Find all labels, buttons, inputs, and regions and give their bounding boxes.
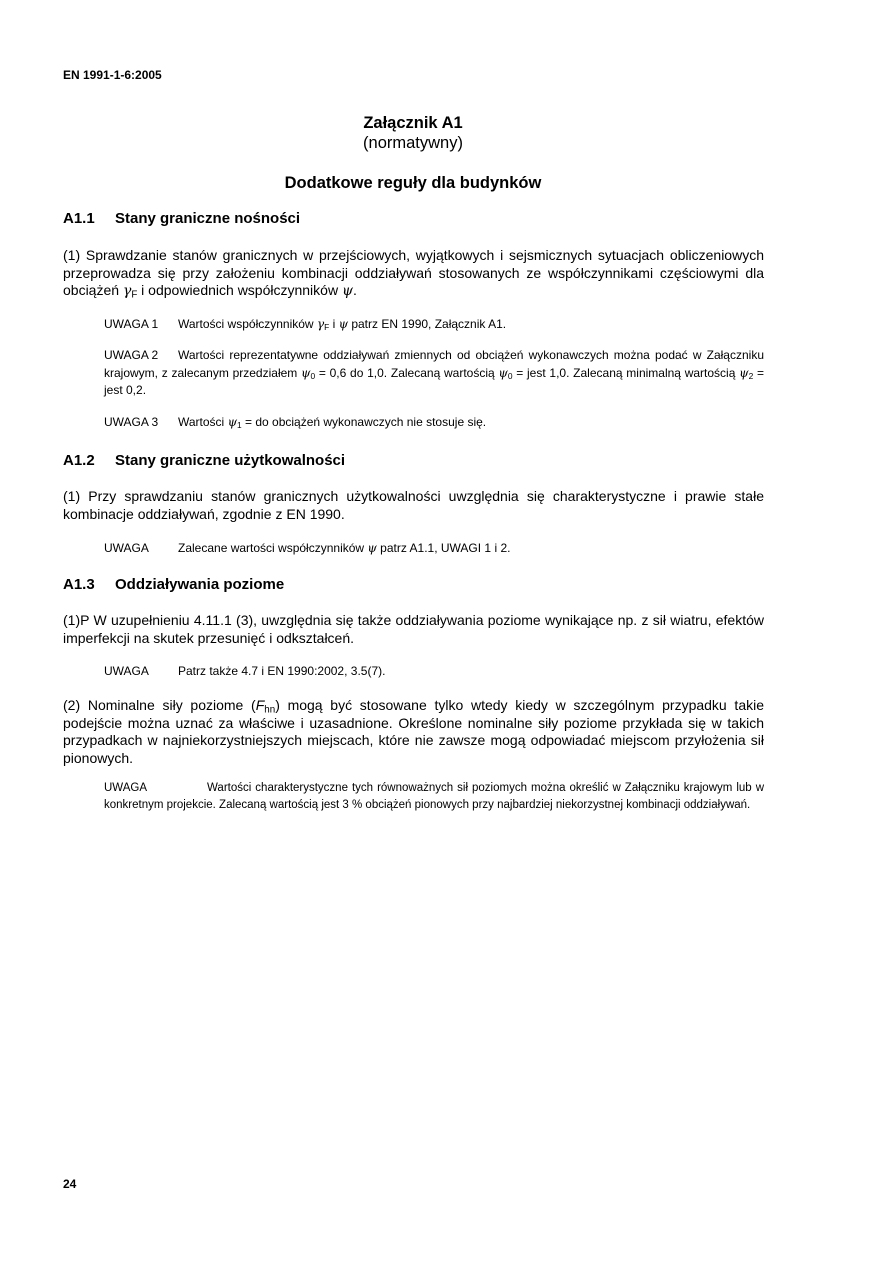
text-run: = do obciążeń wykonawczych nie stosuje się. bbox=[241, 415, 487, 429]
text-run: i bbox=[329, 317, 339, 331]
note-a1-2 bbox=[104, 540, 764, 558]
subscript: hn bbox=[264, 704, 276, 716]
subscript: 2 bbox=[748, 370, 754, 381]
paragraph-a1-3-1: (1)P W uzupełnieniu 4.11.1 (3), uwzględnia się także oddziaływania poziome wynikające np. z sił wiatru, efektów imperfekcji na skutek przesunięć i odkształceń. bbox=[63, 612, 764, 646]
text-run: Patrz także 4.7 i EN 1990:2002, 3.5(7). bbox=[178, 664, 386, 678]
section-number: A1.2 bbox=[63, 452, 95, 469]
standard-id: EN 1991-1-6:2005 bbox=[63, 68, 162, 82]
note-label: UWAGA 1 bbox=[104, 317, 159, 331]
psi-symbol: ψ bbox=[498, 365, 508, 380]
note-label: UWAGA 3 bbox=[104, 415, 159, 429]
section-heading-a1-3 bbox=[63, 576, 284, 593]
page-number: 24 bbox=[63, 1177, 77, 1191]
text-run: = jest 0,2. bbox=[104, 365, 764, 397]
section-title: Stany graniczne użytkowalności bbox=[115, 452, 346, 469]
text-run: ) mogą być stosowane tylko wtedy kiedy w szczególnym przypadku takie podejście można uznać za właściwe i uzasadnione. Określone nominalne siły poziome przykłada się w takich przypadkach w najniekorzystniejszych miejscach, które nie zawsze mogą odpowiadać miejscom przyłożenia sił pionowych. bbox=[63, 697, 764, 766]
psi-symbol: ψ bbox=[341, 283, 353, 299]
section-heading-a1-2 bbox=[63, 452, 345, 469]
note-label: UWAGA bbox=[104, 664, 149, 678]
text-run: Wartości reprezentatywne oddziaływań zmiennych od obciążeń wykonawczych można podać w Załączniku krajowym, z zalecanym przedziałem bbox=[104, 348, 764, 380]
text-run: = jest 1,0. Zalecaną minimalną wartością bbox=[512, 365, 740, 380]
paragraph-a1-3-2 bbox=[63, 697, 764, 767]
text-run: (1) Sprawdzanie stanów granicznych w przejściowych, wyjątkowych i sejsmicznych sytuacjach obliczeniowych przeprowadza się przy założeniu kombinacji oddziaływań stosowanych ze współczynnikami częściowymi dla obciążeń bbox=[63, 247, 764, 298]
subscript: 1 bbox=[236, 420, 242, 431]
subscript: F bbox=[324, 322, 330, 333]
text-run: i odpowiednich współczynników bbox=[137, 282, 342, 298]
text-run: patrz EN 1990, Załącznik A1. bbox=[348, 317, 507, 331]
text-run: (2) Nominalne siły poziome ( bbox=[63, 697, 256, 713]
paragraph-a1-1-1 bbox=[63, 247, 764, 301]
note-a1-3-2 bbox=[104, 780, 764, 814]
text-run: Zalecane wartości współczynników bbox=[178, 541, 368, 555]
text-run: . bbox=[352, 282, 357, 298]
text-run: Wartości współczynników bbox=[178, 317, 317, 331]
text-run: Wartości charakterystyczne tych równoważnych sił poziomych można określić w Załączniku krajowym lub w konkretnym projekcie. Zalecaną wartością jest 3 % obciążeń pionowych przy najbardziej niekorzystnej kombinacji oddziaływań. bbox=[104, 782, 764, 811]
note-3 bbox=[104, 414, 764, 432]
subscript: 0 bbox=[310, 370, 316, 381]
psi-symbol: ψ bbox=[338, 317, 348, 331]
subscript: F bbox=[131, 289, 138, 301]
section-heading-a1-1 bbox=[63, 210, 300, 227]
text-run: Wartości bbox=[178, 415, 228, 429]
section-title: Stany graniczne nośności bbox=[115, 210, 301, 227]
annex-subtitle: (normatywny) bbox=[363, 134, 463, 152]
note-a1-3-1 bbox=[104, 663, 764, 681]
note-label: UWAGA 2 bbox=[104, 348, 159, 362]
note-1 bbox=[104, 316, 764, 334]
section-number: A1.3 bbox=[63, 576, 95, 593]
note-2 bbox=[104, 347, 764, 400]
psi-symbol: ψ bbox=[739, 365, 749, 380]
paragraph-a1-2-1: (1) Przy sprawdzaniu stanów granicznych użytkowalności uwzględnia się charakterystyczne i prawie stałe kombinacje oddziaływań, zgodnie z EN 1990. bbox=[63, 488, 764, 522]
annex-title: Załącznik A1 bbox=[363, 114, 463, 132]
psi-symbol: ψ bbox=[301, 365, 311, 380]
section-title: Oddziaływania poziome bbox=[115, 576, 285, 593]
gamma-symbol: γ bbox=[122, 283, 132, 299]
text-run: = 0,6 do 1,0. Zalecaną wartością bbox=[315, 365, 499, 380]
gamma-symbol: γ bbox=[316, 317, 325, 331]
force-symbol: F bbox=[255, 697, 265, 713]
note-label: UWAGA bbox=[104, 782, 148, 794]
section-number: A1.1 bbox=[63, 210, 95, 227]
psi-symbol: ψ bbox=[227, 415, 237, 429]
subscript: 0 bbox=[507, 370, 513, 381]
text-run: patrz A1.1, UWAGI 1 i 2. bbox=[376, 541, 511, 555]
note-label: UWAGA bbox=[104, 541, 149, 555]
annex-heading: Dodatkowe reguły dla budynków bbox=[284, 174, 542, 192]
psi-symbol: ψ bbox=[367, 541, 377, 555]
